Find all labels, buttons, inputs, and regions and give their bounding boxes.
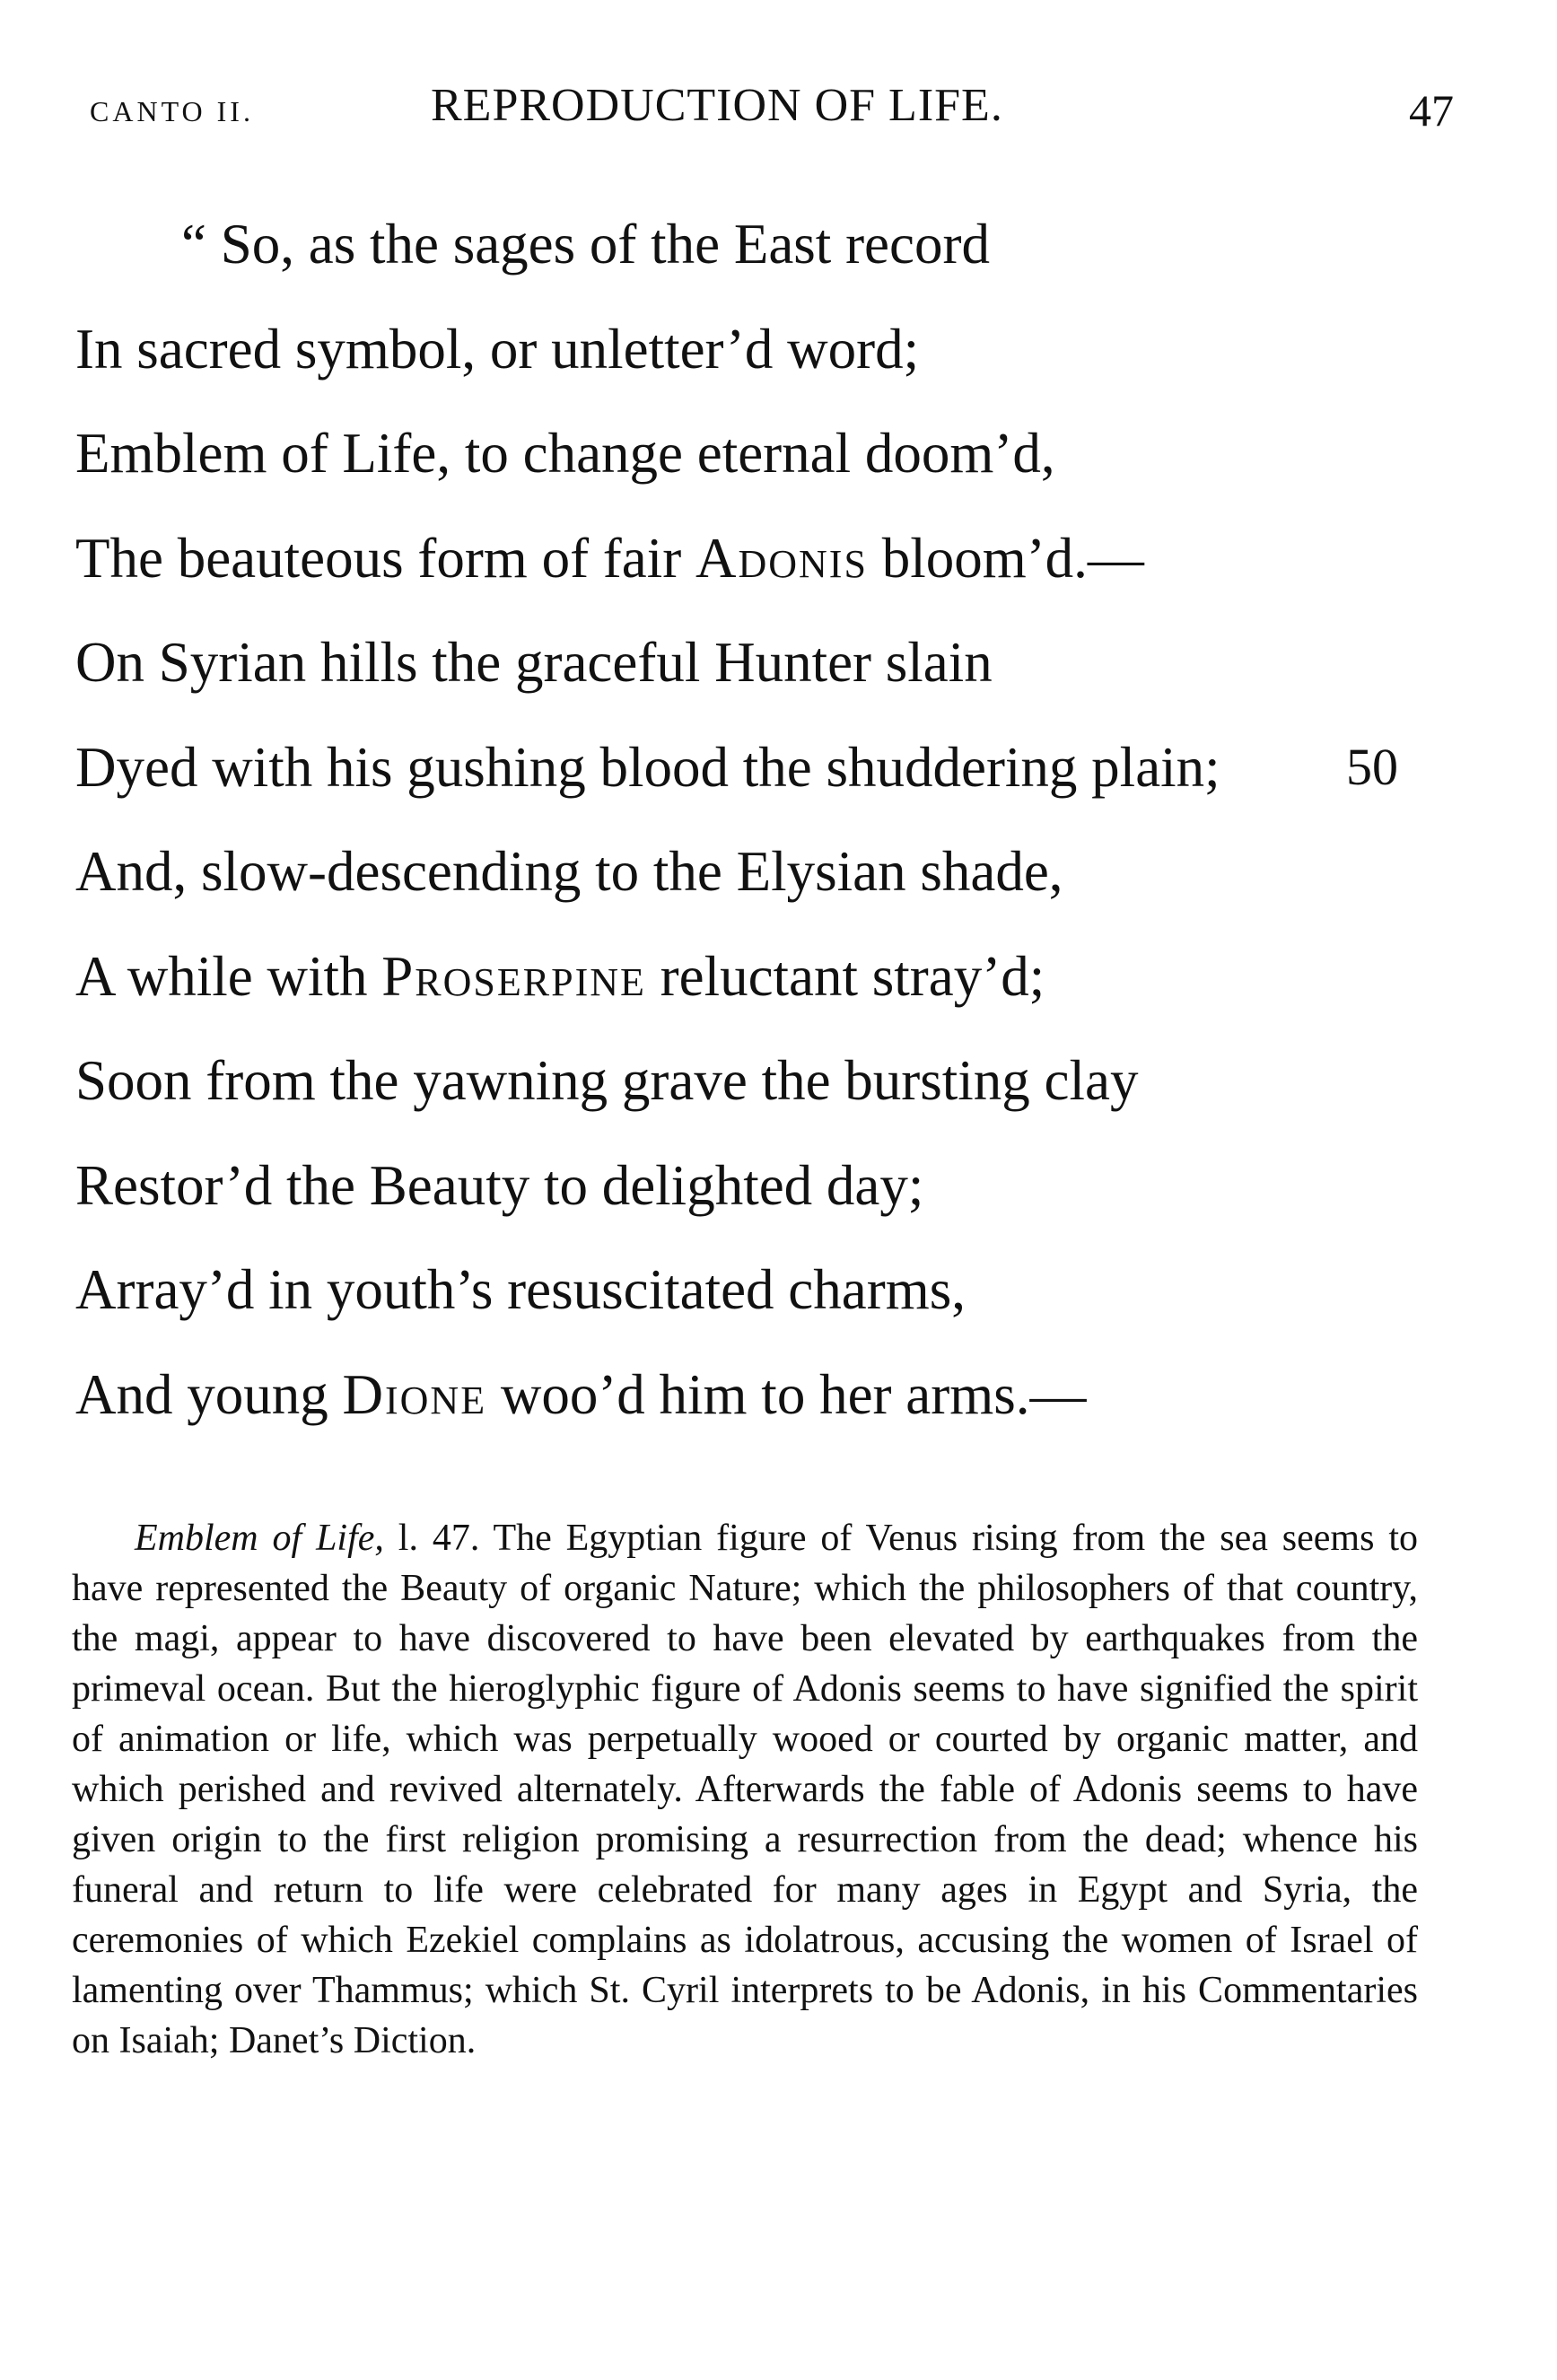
verse-line [75, 1343, 1475, 1448]
verse-line [75, 715, 1475, 820]
verse-text: Restor’d the Beauty to delighted day; [75, 1153, 924, 1217]
footnote-lead: Emblem of Life, [135, 1518, 384, 1559]
verse-line [75, 1133, 1475, 1238]
canto-label: CANTO II. [90, 95, 254, 127]
verse-line [75, 297, 1475, 402]
verse-text: bloom’d.— [867, 526, 1144, 590]
verse-line [75, 192, 1475, 297]
verse-text: On Syrian hills the graceful Hunter slain [75, 631, 993, 694]
running-header [90, 79, 1454, 142]
poem-stanza [75, 192, 1475, 1447]
verse-line [75, 924, 1475, 1029]
verse-text: The beauteous form of fair [75, 526, 695, 590]
verse-text: Soon from the yawning grave the bursting clay [75, 1049, 1139, 1112]
verse-line [75, 610, 1475, 715]
page-title: REPRODUCTION OF LIFE. [431, 80, 1003, 131]
verse-text: In sacred symbol, or unletter’d word; [75, 317, 920, 381]
proper-name-adonis: Adonis [695, 526, 868, 590]
verse-text: Array’d in youth’s resuscitated charms, [75, 1258, 966, 1321]
verse-text: And, slow-descending to the Elysian shade, [75, 840, 1063, 903]
verse-text: reluctant stray’d; [645, 944, 1045, 1008]
page-number: 47 [1409, 85, 1454, 136]
verse-text: Dyed with his gushing blood the shuddering plain; [75, 735, 1220, 799]
verse-line [75, 506, 1475, 611]
verse-text: A while with [75, 944, 382, 1008]
footnote [72, 1513, 1418, 2066]
verse-text: Emblem of Life, to change eternal doom’d, [75, 422, 1055, 485]
footnote-text: l. 47. The Egyptian figure of Venus rising from the sea seems to have represented the Beauty of organic Nature; which the philosophers of that country, the magi, appear to have discovered to have been elevated by earthquakes from the primeval ocean. But the hieroglyphic figure of Adonis seems to have signified the spirit of animation or life, which was perpetually wooed or courted by organic matter, and which perished and revived alternately. Afterwards the fable of Adonis seems to have given origin to the first religion promising a resurrection from the dead; whence his funeral and return to life were celebrated for many ages in Egypt and Syria, the ceremonies of which Ezekiel complains as idolatrous, accusing the women of Israel of lamenting over Thammus; which St. Cyril interprets to be Adonis, in his Commentaries on Isaiah; Danet’s Diction. [72, 1518, 1418, 2061]
line-number: 50 [1346, 737, 1398, 796]
verse-text: “ So, as the sages of the East record [181, 213, 990, 276]
verse-line [75, 1238, 1475, 1343]
proper-name-dione: Dione [342, 1362, 487, 1426]
verse-text: woo’d him to her arms.— [486, 1362, 1087, 1426]
verse-text: And young [75, 1362, 343, 1426]
verse-line [75, 819, 1475, 924]
proper-name-proserpine: Proserpine [381, 944, 646, 1008]
verse-line [75, 1028, 1475, 1133]
verse-line [75, 401, 1475, 506]
